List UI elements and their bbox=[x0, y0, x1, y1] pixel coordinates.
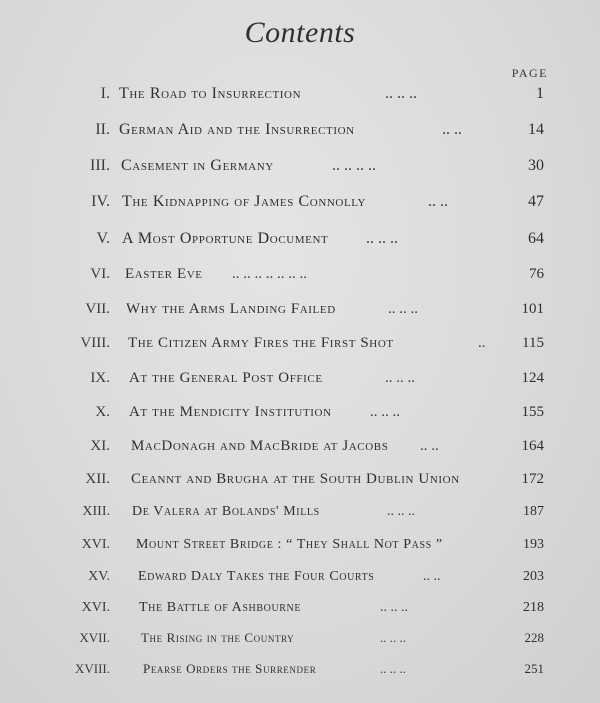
chapter-number: XVII. bbox=[79, 630, 110, 645]
chapter-title: Pearse Orders the Surrender bbox=[143, 661, 317, 676]
leader-dots: .. .. bbox=[428, 193, 448, 210]
toc-entry bbox=[0, 82, 600, 106]
chapter-title: The Battle of Ashbourne bbox=[139, 600, 302, 615]
page-number: 30 bbox=[528, 157, 544, 174]
chapter-title: Edward Daly Takes the Four Courts bbox=[138, 569, 375, 584]
chapter-number: XI. bbox=[90, 438, 110, 454]
leader-dots: .. .. .. .. bbox=[332, 157, 376, 174]
toc-entry bbox=[0, 596, 600, 620]
page-number: 101 bbox=[521, 301, 544, 317]
page-number: 228 bbox=[524, 630, 544, 645]
page-number: 164 bbox=[521, 438, 544, 454]
toc-entry bbox=[0, 565, 600, 589]
toc-entry bbox=[0, 227, 600, 251]
page-number: 251 bbox=[524, 661, 544, 676]
chapter-number: V. bbox=[96, 230, 110, 247]
chapter-title: Easter Eve bbox=[125, 266, 203, 282]
page-number: 76 bbox=[529, 266, 544, 282]
page-number: 218 bbox=[523, 600, 544, 615]
toc-entry bbox=[0, 467, 600, 491]
leader-dots: .. .. .. bbox=[380, 630, 406, 645]
page-column-header: PAGE bbox=[511, 66, 548, 80]
toc-entry bbox=[0, 533, 600, 557]
page-number: 172 bbox=[521, 471, 544, 487]
toc-entry bbox=[0, 366, 600, 390]
leader-dots: .. .. .. bbox=[388, 301, 418, 317]
chapter-title: German Aid and the Insurrection bbox=[119, 121, 355, 138]
chapter-number: III. bbox=[90, 157, 110, 174]
page-number: 64 bbox=[528, 230, 544, 247]
chapter-number: XVI. bbox=[81, 600, 110, 615]
leader-dots: .. .. .. bbox=[380, 661, 406, 676]
chapter-number: II. bbox=[95, 121, 110, 138]
chapter-number: VIII. bbox=[80, 335, 110, 351]
chapter-number: VII. bbox=[85, 301, 110, 317]
toc-entry bbox=[0, 434, 600, 458]
toc-entry bbox=[0, 500, 600, 524]
toc-entry bbox=[0, 154, 600, 178]
page-number: 115 bbox=[522, 335, 544, 351]
chapter-title: The Road to Insurrection bbox=[119, 85, 302, 102]
chapter-title: MacDonagh and MacBride at Jacobs bbox=[131, 438, 389, 454]
page-number: 124 bbox=[521, 370, 544, 386]
chapter-number: VI. bbox=[90, 266, 110, 282]
leader-dots: .. .. .. bbox=[385, 370, 415, 386]
chapter-title: De Valera at Bolands' Mills bbox=[132, 504, 320, 519]
chapter-title: The Kidnapping of James Connolly bbox=[122, 193, 367, 210]
toc-entry bbox=[0, 118, 600, 142]
chapter-title: Mount Street Bridge : “ They Shall Not Pass ” bbox=[136, 537, 443, 552]
leader-dots: .. .. .. bbox=[385, 85, 417, 102]
page-number: 14 bbox=[528, 121, 544, 138]
page-number: 1 bbox=[536, 85, 544, 102]
chapter-number: IX. bbox=[90, 370, 110, 386]
chapter-title: A Most Opportune Document bbox=[122, 230, 329, 247]
chapter-number: X. bbox=[95, 404, 110, 420]
leader-dots: .. .. bbox=[420, 438, 439, 454]
chapter-title: Why the Arms Landing Failed bbox=[126, 301, 336, 317]
contents-title: Contents bbox=[244, 16, 356, 49]
page-number: 203 bbox=[523, 569, 544, 584]
page-number: 47 bbox=[528, 193, 544, 210]
chapter-number: XIII. bbox=[82, 504, 110, 519]
chapter-number: XV. bbox=[88, 569, 110, 584]
chapter-number: IV. bbox=[91, 193, 110, 210]
chapter-title: The Citizen Army Fires the First Shot bbox=[128, 335, 394, 351]
chapter-title: At the Mendicity Institution bbox=[129, 404, 332, 420]
chapter-number: I. bbox=[100, 85, 110, 102]
chapter-title: The Rising in the Country bbox=[141, 630, 295, 645]
leader-dots: .. .. .. bbox=[380, 600, 408, 615]
page-number: 155 bbox=[521, 404, 544, 420]
toc-entry bbox=[0, 262, 600, 286]
leader-dots: .. .. .. bbox=[387, 504, 415, 519]
leader-dots: .. .. .. .. .. .. .. bbox=[232, 266, 307, 282]
toc-entry bbox=[0, 626, 600, 650]
leader-dots: .. .. .. bbox=[370, 404, 400, 420]
toc-entry bbox=[0, 400, 600, 424]
chapter-number: XVI. bbox=[81, 537, 110, 552]
leader-dots: .. .. bbox=[442, 121, 462, 138]
toc-entry bbox=[0, 331, 600, 355]
chapter-number: XVIII. bbox=[74, 661, 110, 676]
leader-dots: .. .. .. bbox=[366, 230, 398, 247]
leader-dots: .. bbox=[478, 335, 486, 351]
toc-entry bbox=[0, 297, 600, 321]
page-number: 187 bbox=[523, 504, 544, 519]
toc-entry bbox=[0, 657, 600, 681]
page-number: 193 bbox=[523, 537, 544, 552]
chapter-number: XII. bbox=[85, 471, 110, 487]
chapter-title: Casement in Germany bbox=[121, 157, 274, 174]
toc-entry bbox=[0, 190, 600, 214]
chapter-title: At the General Post Office bbox=[129, 370, 323, 386]
chapter-title: Ceannt and Brugha at the South Dublin Union bbox=[131, 471, 460, 487]
leader-dots: .. .. bbox=[423, 569, 441, 584]
